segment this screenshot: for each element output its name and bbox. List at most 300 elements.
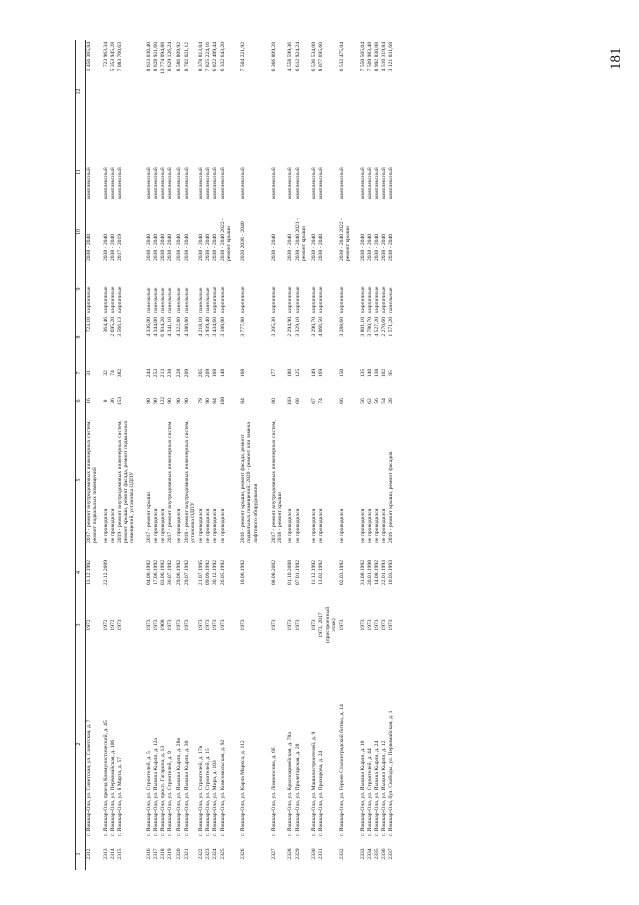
repairs-done-cell: не проводился	[219, 508, 226, 543]
address-cell: г. Йошкар-Ола, ул. 8 Марта, д. 57	[116, 756, 123, 836]
repair-period-cell: 2020 2038 - 2040	[240, 221, 247, 261]
column-header: 10	[76, 201, 86, 263]
total-area-cell: 3 780,70	[366, 317, 373, 337]
total-area-cell: 4 380,80	[183, 317, 190, 337]
row-number-cell: 2322	[198, 848, 205, 860]
table-row	[381, 40, 388, 870]
floors-count-cell: 28	[388, 398, 395, 404]
repair-period-cell: 2038 - 2040	[176, 233, 183, 261]
row-number-cell: 2318	[160, 848, 166, 860]
floors-count-cell: 16	[86, 398, 92, 404]
residents-count-cell: 138	[373, 368, 380, 378]
address-cell: г. Йошкар-Ола, ул. Советская, ул. Советская, д. 7	[86, 719, 92, 836]
row-number-cell: 2320	[176, 848, 183, 860]
year-built-cell: 1972	[102, 619, 109, 631]
row-number-cell: 2330	[311, 848, 318, 860]
floors-count-cell: 100	[219, 396, 226, 406]
column-header: 5	[76, 415, 86, 545]
address-cell: г. Йошкар-Ола, ул. Прохорова, д. 24	[318, 750, 325, 836]
address-cell: г. Йошкар-Ола, ул. Йывана Кырли, д. 12а	[152, 738, 159, 836]
residents-count-cell: 140	[366, 368, 373, 378]
wall-material-cell: кирпичные	[318, 286, 325, 313]
year-built-cell: 1973	[240, 619, 247, 631]
total-area-cell: 4 322,80	[176, 317, 183, 337]
row-number-cell: 2312	[86, 848, 92, 860]
total-area-cell: 3 288,60	[339, 317, 345, 337]
address-cell: г. Йошкар-Ола, ул. Пролетарская, д. 28	[294, 743, 301, 836]
repair-cost-cell: 1 456 365,84	[86, 42, 92, 72]
repair-period-cell: 2038 - 2040	[366, 233, 373, 261]
repair-cost-cell: 723 963,34	[102, 42, 109, 68]
table-row	[220, 40, 241, 870]
total-area-cell: 3 939,40	[205, 317, 212, 337]
row-number-cell: 2332	[339, 848, 345, 860]
repair-cost-cell: 3 121 031,68	[388, 42, 395, 72]
residents-count-cell: 244	[145, 368, 152, 378]
floors-count-cell: 122	[160, 396, 166, 406]
table-row	[110, 40, 117, 870]
repair-cost-cell: 4 558 599,36	[287, 42, 294, 72]
residents-count-cell: 125	[294, 368, 301, 378]
total-area-cell: 364,46	[102, 317, 109, 333]
repair-cost-cell: 7 550 505,04	[359, 42, 366, 72]
residents-count-cell: 209	[183, 368, 190, 378]
row-number-cell: 2323	[205, 848, 212, 860]
total-area-cell: 723,10	[86, 317, 92, 333]
wall-material-cell: кирпичные	[294, 286, 301, 313]
wall-material-cell: кирпичные	[270, 286, 277, 313]
repair-period-cell: 2017 - 2019	[116, 233, 123, 261]
wall-material-cell: кирпичные	[212, 286, 219, 313]
address-cell: г. Йошкар-Ола, ул. Строителей, д. 44	[366, 748, 373, 836]
address-cell: г. Йошкар-Ола, ул. Строителей, д. 9	[167, 751, 174, 836]
address-cell: г. Йошкар-Ола, бул. Свободы, ул. Первомайская, д. 1	[388, 710, 395, 836]
wall-material-cell: панельные	[183, 287, 190, 313]
column-header: 3	[76, 600, 86, 650]
repairs-done-cell: не проводился	[176, 508, 183, 543]
privatization-date-cell	[110, 545, 117, 600]
floors-count-cell: 56	[373, 398, 380, 404]
privatization-date-cell: 17.06.1992	[152, 559, 159, 586]
row-number-cell: 2335	[373, 848, 380, 860]
total-area-cell: 3 566,13	[116, 317, 123, 337]
residents-count-cell: 102	[381, 368, 388, 378]
row-number-cell: 2325	[219, 848, 226, 860]
wall-material-cell: панельные	[205, 287, 212, 313]
privatization-date-cell: 10.03.1993	[388, 559, 395, 586]
repairs-done-cell: не проводился	[198, 508, 205, 543]
residents-count-cell: 31	[86, 370, 92, 376]
privatization-date-cell: 04.08.1992	[145, 559, 152, 586]
residents-count-cell: 238	[167, 368, 174, 378]
repair-type-cell: комплексный	[366, 167, 373, 199]
repair-period-cell: 2038 - 2040	[198, 233, 205, 261]
wall-material-cell: панельные	[167, 287, 174, 313]
repairs-done-cell: не проводился	[381, 508, 388, 543]
repair-cost-cell: 8 702 021,12	[183, 42, 190, 72]
address-cell: г. Йошкар-Ола, ул. Первомайская, д. 106	[109, 739, 116, 836]
privatization-date-cell: 09.09.1992	[205, 559, 212, 586]
repair-type-cell: комплексный	[311, 167, 318, 199]
total-area-cell: 4 336,00	[145, 317, 152, 337]
total-area-cell: 4 527,20	[373, 317, 380, 337]
year-built-cell: 1973	[339, 619, 345, 631]
floors-count-cell: 103	[287, 396, 294, 406]
year-built-cell: 1973	[311, 619, 318, 631]
row-number-cell: 2321	[183, 848, 190, 860]
privatization-date-cell: 02.03.1992	[339, 559, 345, 586]
repair-type-cell: комплексный	[359, 167, 366, 199]
repair-cost-cell: 7 083 760,63	[116, 42, 123, 72]
total-area-cell: 4 066,50	[318, 317, 325, 337]
repair-period-cell: 2038 - 2040	[160, 233, 166, 261]
repair-cost-cell: 7 504 221,92	[240, 42, 247, 72]
repair-type-cell: комплексный	[160, 167, 166, 199]
year-built-cell: 1968	[160, 619, 166, 631]
row-number-cell: 2329	[294, 848, 301, 860]
address-cell: г. Йошкар-Ола, ул. Мира, д. 103	[212, 760, 219, 836]
address-cell: г. Йошкар-Ола, ул. Йывана Кырли, д. 24	[373, 740, 380, 836]
repair-type-cell: комплексный	[318, 167, 325, 199]
repairs-done-cell: не проводился	[160, 508, 166, 543]
wall-material-cell: панельные	[152, 287, 159, 313]
row-number-cell: 2317	[152, 848, 159, 860]
repair-period-cell: 2038 - 2040	[102, 233, 109, 261]
wall-material-cell: кирпичные	[287, 286, 294, 313]
year-built-cell: 1973	[366, 619, 373, 631]
repair-type-cell: комплексный	[212, 167, 219, 199]
address-cell: г. Йошкар-Ола, ул. Комсомольская, д. 92	[219, 739, 226, 836]
repairs-done-cell: не проводился	[205, 508, 212, 543]
address-cell: г. Йошкар-Ола, ул. Йывана Кырли, д. 10	[359, 740, 366, 836]
residents-count-cell: 95	[388, 370, 395, 376]
floors-count-cell: 67	[311, 398, 318, 404]
privatization-date-cell: 21.07.1995	[198, 559, 205, 586]
year-built-cell: 1973	[176, 619, 183, 631]
table-row	[339, 40, 360, 870]
repair-period-cell: 2038 - 2040	[388, 233, 395, 261]
privatization-date-cell: 30.07.1992	[167, 559, 174, 586]
repairs-done-cell: 2019 - ремонт внутридомовых инженерных систем, ремонт крыши, ремонт фасада, ремонт подвальных помещений, установка ОДПУ	[116, 420, 136, 543]
repair-type-cell: комплексный	[219, 167, 226, 199]
column-header: 12	[76, 40, 86, 143]
wall-material-cell: кирпичные	[109, 286, 116, 313]
repair-period-cell: 2038 - 2040	[86, 233, 92, 261]
residents-count-cell: 32	[102, 370, 109, 376]
floors-count-cell: 54	[381, 398, 388, 404]
residents-count-cell: 168	[240, 368, 247, 378]
year-built-cell: 1973	[359, 619, 366, 631]
repairs-done-cell: 2017 - ремонт внутридомовых инженерных систем, 2018 - ремонт крыши	[270, 420, 284, 543]
floors-count-cell: 90	[152, 398, 159, 404]
repair-cost-cell: 5 353 945,28	[109, 42, 116, 72]
privatization-date-cell: 11.12.1992	[311, 560, 318, 585]
repair-period-cell: 2038 - 2040 2021 - ремонт крыши	[294, 218, 307, 261]
privatization-date-cell: 01.10.2008	[287, 559, 294, 586]
repair-period-cell: 2038 - 2040	[205, 233, 212, 261]
table-row	[184, 40, 199, 870]
row-number-cell: 2337	[388, 848, 395, 860]
repair-cost-cell: 4 510 319,84	[381, 42, 388, 72]
repair-type-cell: комплексный	[167, 167, 174, 199]
row-number-cell: 2328	[287, 848, 294, 860]
table-row	[117, 40, 146, 870]
total-area-cell: 6 934,20	[160, 317, 166, 337]
residents-count-cell: 149	[311, 368, 318, 378]
repair-period-cell: 2038 - 2040	[183, 233, 190, 261]
address-cell: г. Йошкар-Ола, ул. Машиностроителей, д. 9	[311, 731, 318, 836]
repair-cost-cell: 8 613 030,40	[145, 42, 152, 72]
repair-cost-cell: 8 077 695,60	[318, 42, 325, 72]
year-built-cell: 1973	[373, 619, 380, 631]
repair-cost-cell: 6 366 809,28	[270, 42, 277, 72]
column-header: 4	[76, 545, 86, 600]
repairs-done-cell: 2016 - ремонт крыши, ремонт фасада, ремонт подвальных помещений; 2020 - ремонт или замена лифтового оборудования	[240, 422, 259, 543]
repair-period-cell: 2038 - 2040	[359, 233, 366, 261]
address-cell: г. Йошкар-Ола, ул. Строителей, д. 5	[145, 751, 152, 836]
privatization-date-cell: 29.07.1992	[183, 559, 190, 586]
address-cell: г. Йошкар-Ола, ул. Строителей, д. 17в	[198, 745, 205, 836]
floors-count-cell: 74	[318, 398, 325, 404]
address-cell: г. Йошкар-Ола, ул. Йывана Кырли, д. 30	[183, 740, 190, 836]
table-row	[86, 40, 103, 870]
wall-material-cell: панельные	[160, 287, 166, 313]
residents-count-cell: 168	[212, 368, 219, 378]
table-row	[367, 40, 374, 870]
row-number-cell: 2326	[240, 848, 247, 860]
floors-count-cell: 90	[176, 398, 183, 404]
rotated-table-container	[75, 40, 639, 870]
privatization-date-cell: 08.08.2002	[270, 559, 277, 586]
row-number-cell: 2334	[366, 848, 373, 860]
table-row	[198, 40, 205, 870]
year-built-cell: 1973	[270, 619, 277, 631]
repair-type-cell: комплексный	[145, 167, 152, 199]
residents-count-cell: 209	[205, 368, 212, 378]
repairs-done-cell: не проводился	[294, 508, 301, 543]
floors-count-cell: 84	[212, 398, 219, 404]
year-built-cell: 1973, 2017 (пристроенный этаж)	[318, 606, 337, 644]
year-built-cell: 1973	[381, 619, 388, 631]
repairs-done-cell: не проводился	[102, 508, 109, 543]
privatization-date-cell: 20.01.1998	[366, 559, 373, 586]
privatization-date-cell: 29.06.1992	[176, 559, 183, 586]
year-built-cell: 1973	[212, 619, 219, 631]
wall-material-cell: кирпичные	[102, 286, 109, 313]
repair-cost-cell: 8 378 813,84	[198, 42, 205, 72]
year-built-cell: 1973	[205, 619, 212, 631]
row-number-cell: 2314	[109, 848, 116, 860]
repair-period-cell: 2038 - 2040	[152, 233, 159, 261]
repair-cost-cell: 6 536 534,08	[311, 42, 318, 72]
residents-count-cell: 382	[116, 368, 123, 378]
repair-period-cell: 2038 - 2040	[373, 233, 380, 261]
column-header: 6	[76, 387, 86, 415]
repair-cost-cell: 6 332 643,20	[219, 42, 226, 72]
privatization-date-cell: 13.02.1992	[318, 559, 325, 586]
floors-count-cell: 90	[183, 398, 190, 404]
wall-material-cell: кирпичные	[359, 286, 366, 313]
floors-count-cell: 90	[205, 398, 212, 404]
privatization-date-cell: 22.12.2009	[102, 559, 109, 586]
floors-count-cell: 80	[270, 398, 277, 404]
floors-count-cell: 36	[109, 398, 116, 404]
floors-count-cell: 68	[294, 398, 301, 404]
floors-count-cell: 90	[145, 398, 152, 404]
repairs-done-cell: 2017 - ремонт крыши	[145, 492, 152, 543]
repair-type-cell: комплексный	[240, 167, 247, 199]
repair-period-cell: 2038 - 2040	[109, 233, 116, 261]
row-number-cell: 2313	[102, 848, 109, 860]
address-cell: г. Йошкар-Ола, просп. Гагарина, д. 13	[160, 745, 166, 836]
total-area-cell: 3 329,10	[294, 317, 301, 337]
repairs-done-cell: не проводился	[152, 508, 159, 543]
repairs-done-cell: не проводился	[287, 508, 294, 543]
residents-count-cell: 205	[198, 368, 205, 378]
repair-period-cell: 2038 - 2040	[311, 233, 318, 261]
repair-cost-cell: 8 992 830,08	[373, 42, 380, 72]
floors-count-cell: 8	[102, 399, 109, 403]
repairs-done-cell: 2017 - ремонт внутридомовых инженерных систем, ремонт подвальных помещений	[86, 420, 99, 543]
repair-cost-cell: 7 509 983,48	[366, 42, 373, 72]
year-built-cell: 1973	[167, 619, 174, 631]
wall-material-cell: кирпичные	[339, 286, 345, 313]
wall-material-cell: кирпичные	[240, 286, 247, 313]
address-cell: г. Йошкар-Ола, ул. Карла Маркса, д. 112	[240, 740, 247, 836]
repair-cost-cell: 8 629 126,24	[167, 42, 174, 72]
total-area-cell: 2 270,60	[381, 317, 388, 337]
table-row	[176, 40, 183, 870]
table-row	[374, 40, 381, 870]
repairs-done-cell: не проводился	[212, 508, 219, 543]
repairs-done-cell: не проводился	[373, 508, 380, 543]
repair-cost-cell: 6 532 475,04	[339, 42, 345, 72]
privatization-date-cell: 31.08.1992	[359, 559, 366, 586]
table-row	[295, 40, 312, 870]
table-row	[311, 40, 318, 870]
total-area-cell: 3 290,70	[311, 317, 318, 337]
address-cell: г. Йошкар-Ола, ул. Йывана Кырли, д. 12	[381, 740, 388, 836]
repair-period-cell: 2038 - 2040	[212, 233, 219, 261]
row-number-cell: 2336	[381, 848, 388, 860]
year-built-cell: 1972	[109, 619, 116, 631]
wall-material-cell: кирпичные	[311, 286, 318, 313]
repair-type-cell: комплексный	[381, 167, 388, 199]
total-area-cell: 4 341,10	[167, 317, 174, 337]
table-row	[146, 40, 153, 870]
row-number-cell: 2324	[212, 848, 219, 860]
residents-count-cell: 135	[359, 368, 366, 378]
repair-cost-cell: 8 628 921,60	[152, 42, 159, 72]
table-body	[86, 40, 396, 870]
residents-count-cell: 148	[219, 368, 226, 378]
residents-count-cell: 74	[109, 370, 116, 376]
privatization-date-cell: 07.01.1992	[294, 559, 301, 586]
privatization-date-cell: 26.05.1992	[219, 559, 226, 586]
total-area-cell: 3 777,80	[240, 317, 247, 337]
column-header: 2	[76, 650, 86, 838]
wall-material-cell: панельные	[176, 287, 183, 313]
residents-count-cell: 213	[160, 368, 166, 378]
privatization-date-cell	[117, 545, 146, 600]
row-number-cell: 2333	[359, 848, 366, 860]
residents-count-cell: 180	[287, 368, 294, 378]
table-header-row	[76, 40, 86, 870]
repair-type-cell: комплексный	[294, 167, 301, 199]
address-cell: г. Йошкар-Ола, ул. Красноармейская, д. 78а	[287, 732, 294, 836]
floors-count-cell: 84	[240, 398, 247, 404]
address-cell: г. Йошкар-Ола, ул. Йывана Кырли, д. 28в	[176, 737, 183, 836]
privatization-date-cell: 10.06.1992	[240, 559, 247, 586]
residents-count-cell: 150	[339, 368, 345, 378]
row-number-cell: 2315	[116, 848, 123, 860]
year-built-cell: 1973	[183, 619, 190, 631]
year-built-cell: 1973	[294, 619, 301, 631]
column-header: 1	[76, 838, 86, 870]
repair-period-cell: 2038 - 2040	[381, 233, 388, 261]
repairs-done-cell: не проводился	[311, 508, 318, 543]
repair-type-cell: комплексный	[102, 167, 109, 199]
repair-type-cell: комплексный	[373, 167, 380, 199]
wall-material-cell: панельные	[198, 287, 205, 313]
floors-count-cell: 66	[339, 398, 345, 404]
table-row	[103, 40, 110, 870]
repair-type-cell: комплексный	[152, 167, 159, 199]
wall-material-cell: кирпичные	[116, 286, 123, 313]
repairs-done-cell: не проводился	[366, 508, 373, 543]
table-row	[160, 40, 167, 870]
total-area-cell: 3 801,10	[359, 317, 366, 337]
repair-type-cell: комплексный	[86, 167, 92, 199]
repairs-done-cell: не проводился	[318, 508, 325, 543]
year-built-cell: 1973	[152, 619, 159, 631]
wall-material-cell: кирпичные	[381, 286, 388, 313]
repair-type-cell: комплексный	[287, 167, 294, 199]
year-built-cell: 1973	[145, 619, 152, 631]
housing-repair-table	[75, 40, 395, 870]
total-area-cell: 3 205,30	[270, 317, 277, 337]
address-cell: г. Йошкар-Ола, ул. Героев Сталинградской битвы, д. 14	[339, 704, 345, 836]
table-row	[360, 40, 367, 870]
repair-period-cell: 2038 - 2040	[287, 233, 294, 261]
row-number-cell: 2331	[318, 848, 325, 860]
address-cell: г. Йошкар-Ола, ул. Ломоносова, д. 6б	[270, 747, 277, 836]
repairs-done-cell: не проводился	[109, 508, 116, 543]
row-number-cell: 2319	[167, 848, 174, 860]
column-header: 9	[76, 263, 86, 315]
table-row	[205, 40, 212, 870]
repair-type-cell: комплексный	[116, 167, 123, 199]
floors-count-cell: 90	[167, 398, 174, 404]
repairs-done-cell: не проводился	[359, 508, 366, 543]
privatization-date-cell: 14.08.1992	[373, 559, 380, 586]
repair-type-cell: комплексный	[388, 167, 395, 199]
wall-material-cell: панельные	[145, 287, 152, 313]
privatization-date-cell: 22.01.1993	[381, 559, 388, 586]
repair-type-cell: комплексный	[339, 167, 345, 199]
repair-period-cell: 2038 - 2040	[318, 233, 325, 261]
total-area-cell: 1 571,20	[388, 317, 395, 337]
row-number-cell: 2316	[145, 848, 152, 860]
residents-count-cell: 169	[318, 368, 325, 378]
total-area-cell: 3 188,00	[219, 317, 226, 337]
total-area-cell: 4 218,10	[198, 317, 205, 337]
repairs-done-cell: 2018 - ремонт внутридомовых инженерных систем, установка ОДПУ	[183, 420, 196, 543]
year-built-cell: 1973	[198, 619, 205, 631]
repair-period-cell: 2038 - 2040	[167, 233, 174, 261]
repair-type-cell: комплексный	[205, 167, 212, 199]
table-row	[212, 40, 219, 870]
